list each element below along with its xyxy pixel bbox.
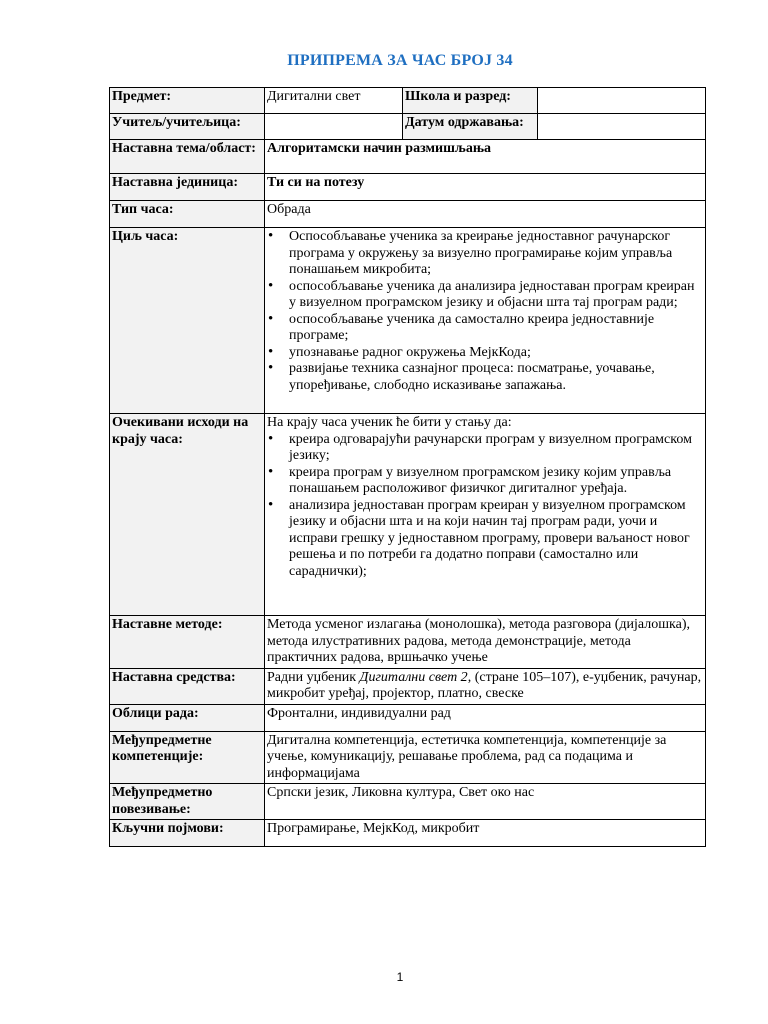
row-subject: [110, 88, 706, 114]
work-forms-value: Фронтални, индивидуални рад: [265, 704, 706, 731]
goal-label: Циљ часа:: [110, 228, 265, 414]
list-item: • Оспособљавање ученика за креирање једноставног рачунарског програма у окружењу за визуелно програмирање којим управља понашањем микробита;: [267, 229, 703, 279]
date-label: Датум одржавања:: [403, 114, 538, 140]
topic-label: Наставна тема/област:: [110, 140, 265, 174]
school-label: Школа и разред:: [403, 88, 538, 114]
list-item: • анализира једноставан програм креиран у визуелном програмском језику и објасни шта и на који начин тај програм ради, уочи и исправи грешку у једноставном програму, провери ваљаност новог решења и по потреби га додатно поправи (самостално или сараднички);: [267, 498, 703, 581]
topic-value: Алгоритамски начин размишљања: [265, 140, 706, 174]
goal-list: [267, 229, 703, 394]
list-item: • оспособљавање ученика да самостално креира једноставније програме;: [267, 312, 703, 345]
row-teacher: [110, 114, 706, 140]
row-key-terms: [110, 820, 706, 847]
goal-value: [265, 228, 706, 414]
list-item: • оспособљавање ученика да анализира једноставан програм креиран у визуелном програмском језику и објасни шта тај програм ради;: [267, 279, 703, 312]
resources-prefix: Радни уџбеник: [267, 669, 360, 685]
list-item: • упознавање радног окружења МејкКода;: [267, 345, 703, 362]
row-unit: [110, 174, 706, 201]
resources-value: [265, 668, 706, 704]
competences-label: Међупредметне компетенције:: [110, 731, 265, 784]
row-topic: [110, 140, 706, 174]
lesson-type-value: Обрада: [265, 201, 706, 228]
row-correlation: [110, 784, 706, 820]
key-terms-value: Програмирање, МејкКод, микробит: [265, 820, 706, 847]
key-terms-label: Кључни појмови:: [110, 820, 265, 847]
row-resources: [110, 668, 706, 704]
row-outcomes: [110, 414, 706, 616]
resources-label: Наставна средства:: [110, 668, 265, 704]
methods-value: Метода усменог излагања (монолошка), метода разговора (дијалошка), метода илустративних радова, метода демонстрације, метода практичних радова, вршњачко учење: [265, 616, 706, 669]
resources-book-title: Дигитални свет 2: [359, 669, 468, 685]
outcomes-intro: На крају часа ученик ће бити у стању да:: [267, 415, 512, 430]
work-forms-label: Облици рада:: [110, 704, 265, 731]
list-item: • креира одговарајући рачунарски програм у визуелном програмском језику;: [267, 432, 703, 465]
unit-label: Наставна јединица:: [110, 174, 265, 201]
row-lesson-type: [110, 201, 706, 228]
resources-suffix: , (стране 105–107), е-уџбеник, рачунар, микробит уређај, пројектор, платно, свеске: [267, 669, 702, 701]
school-value: [538, 88, 706, 114]
row-goal: [110, 228, 706, 414]
competences-value: Дигитална компетенција, естетичка компетенција, компетенције за учење, комуникацију, решавање проблема, рад са подацима и информацијама: [265, 731, 706, 784]
methods-label: Наставне методе:: [110, 616, 265, 669]
page-title: ПРИПРЕМА ЗА ЧАС БРОЈ 34: [287, 52, 513, 69]
teacher-value: [265, 114, 403, 140]
lesson-type-label: Тип часа:: [110, 201, 265, 228]
subject-value: Дигитални свет: [265, 88, 403, 114]
unit-value: Ти си на потезу: [265, 174, 706, 201]
correlation-label: Међупредметно повезивање:: [110, 784, 265, 820]
date-value: [538, 114, 706, 140]
page-number: 1: [396, 970, 404, 984]
lesson-plan-table: [109, 87, 706, 847]
list-item: • развијање техника сазнајног процеса: посматрање, уочавање, упоређивање, слободно исказивање запажања.: [267, 361, 703, 394]
row-work-forms: [110, 704, 706, 731]
outcomes-list: [267, 432, 703, 581]
correlation-value: Српски језик, Ликовна култура, Свет око нас: [265, 784, 706, 820]
row-methods: [110, 616, 706, 669]
teacher-label: Учитељ/учитељица:: [110, 114, 265, 140]
outcomes-label: Очекивани исходи на крају часа:: [110, 414, 265, 616]
outcomes-value: [265, 414, 706, 616]
row-competences: [110, 731, 706, 784]
list-item: • креира програм у визуелном програмском језику којим управља понашањем расположивог физичког дигиталног уређаја.: [267, 465, 703, 498]
subject-label: Предмет:: [110, 88, 265, 114]
